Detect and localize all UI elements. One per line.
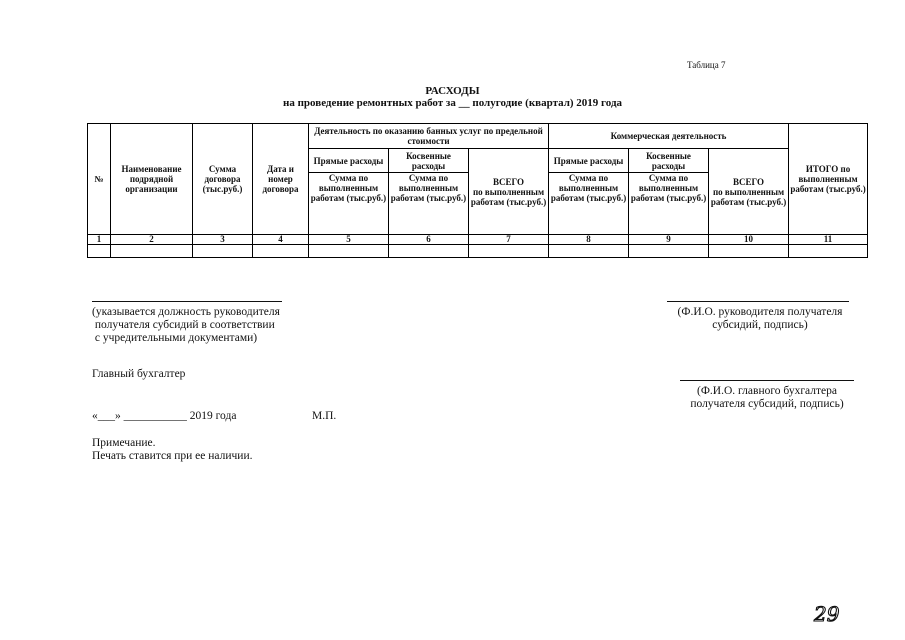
header-organization: Наименование подрядной организации: [111, 124, 193, 235]
column-number: 6: [389, 235, 469, 245]
empty-cell: [789, 245, 868, 258]
header-bath-all-sub: по выполненным работам (тыс.руб.): [470, 186, 547, 207]
header-bath-indirect-sum: Сумма по выполненным работам (тыс.руб.): [389, 173, 469, 235]
header-comm-direct: Прямые расходы: [549, 149, 629, 173]
column-number: 4: [253, 235, 309, 245]
empty-cell: [469, 245, 549, 258]
header-bath-services: Деятельность по оказанию банных услуг по предельной стоимости: [309, 124, 549, 149]
manager-position-caption: (указывается должность руководителя получателя субсидий в соответствии с учредительными документами): [92, 306, 280, 344]
note: [92, 437, 253, 463]
title-line-1: РАСХОДЫ: [425, 85, 480, 97]
empty-cell: [309, 245, 389, 258]
column-number: 7: [469, 235, 549, 245]
column-number: 3: [193, 235, 253, 245]
note-text: Печать ставится при ее наличии.: [92, 450, 253, 462]
header-bath-all: [469, 149, 549, 235]
column-number: 5: [309, 235, 389, 245]
column-number: 1: [88, 235, 111, 245]
title-line-2: на проведение ремонтных работ за __ полугодие (квартал) 2019 года: [282, 97, 623, 109]
column-number: 9: [629, 235, 709, 245]
date-line: «___» ___________ 2019 года: [92, 410, 237, 422]
chief-accountant-label: Главный бухгалтер: [92, 368, 186, 380]
empty-cell: [253, 245, 309, 258]
header-comm-indirect-sum: Сумма по выполненным работам (тыс.руб.): [629, 173, 709, 235]
header-commercial: Коммерческая деятельность: [549, 124, 789, 149]
manager-name-line: [667, 301, 849, 302]
empty-cell: [709, 245, 789, 258]
header-contract-sum: Сумма договора (тыс.руб.): [193, 124, 253, 235]
table-row: [88, 245, 868, 258]
header-bath-direct-sum: Сумма по выполненным работам (тыс.руб.): [309, 173, 389, 235]
header-bath-all-title: ВСЕГО: [493, 176, 525, 187]
expenses-table: [87, 123, 868, 258]
note-label: Примечание.: [92, 437, 156, 449]
column-number: 10: [709, 235, 789, 245]
table-label: Таблица 7: [687, 60, 726, 70]
stamp-label: М.П.: [312, 410, 337, 422]
column-number: 11: [789, 235, 868, 245]
column-number-row: [88, 235, 868, 245]
empty-cell: [629, 245, 709, 258]
header-comm-direct-sum: Сумма по выполненным работам (тыс.руб.): [549, 173, 629, 235]
column-number: 8: [549, 235, 629, 245]
empty-cell: [389, 245, 469, 258]
accountant-name-line: [680, 380, 854, 381]
header-comm-all-title: ВСЕГО: [733, 176, 765, 187]
empty-cell: [88, 245, 111, 258]
header-bath-direct: Прямые расходы: [309, 149, 389, 173]
header-bath-indirect: Косвенные расходы: [389, 149, 469, 173]
accountant-name-caption: (Ф.И.О. главного бухгалтера получателя субсидий, подпись): [690, 385, 844, 410]
header-comm-indirect: Косвенные расходы: [629, 149, 709, 173]
manager-position-line: [92, 301, 282, 302]
empty-cell: [111, 245, 193, 258]
document-title: [0, 85, 905, 109]
handwritten-page-number: [812, 600, 852, 626]
header-comm-all-sub: по выполненным работам (тыс.руб.): [710, 186, 787, 207]
empty-cell: [193, 245, 253, 258]
manager-name-caption: (Ф.И.О. руководителя получателя субсидий, подпись): [677, 306, 843, 331]
header-contract-date: Дата и номер договора: [253, 124, 309, 235]
header-no: №: [88, 124, 111, 235]
header-total: ИТОГО по выполненным работам (тыс.руб.): [789, 124, 868, 235]
column-number: 2: [111, 235, 193, 245]
empty-cell: [549, 245, 629, 258]
page-number-text: 29: [814, 602, 840, 626]
header-comm-all: [709, 149, 789, 235]
